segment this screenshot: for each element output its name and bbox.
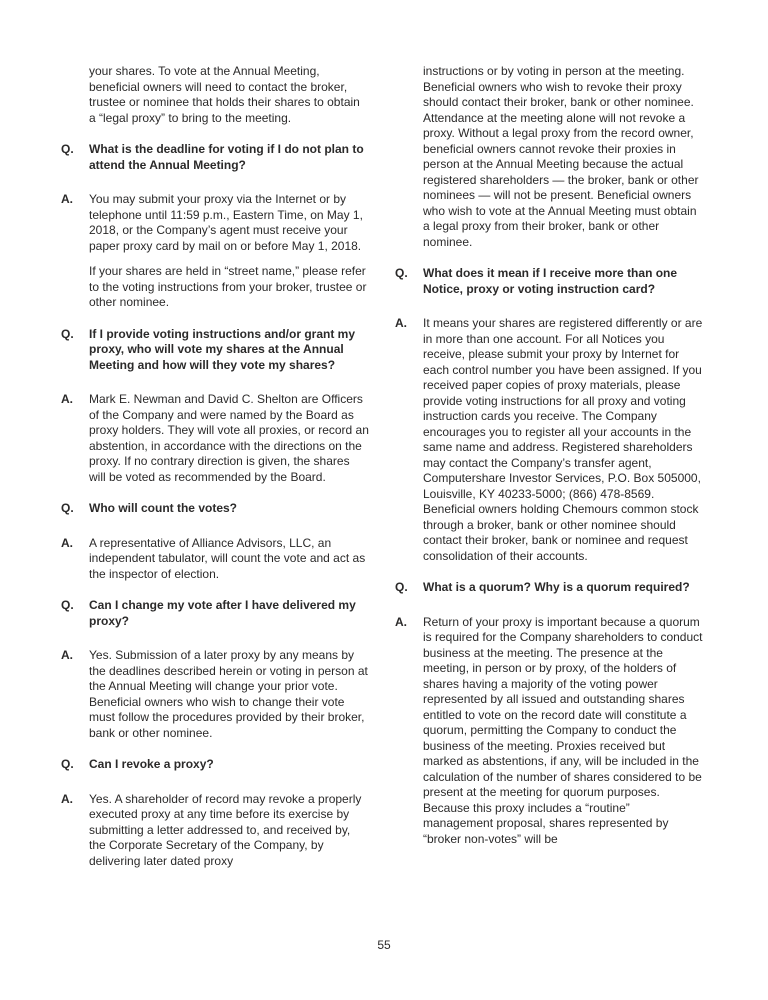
answer-block bbox=[395, 615, 703, 848]
qa-marker: A. bbox=[61, 791, 73, 806]
question-block bbox=[61, 598, 369, 629]
qa-marker: Q. bbox=[395, 266, 408, 280]
qa-marker: Q. bbox=[61, 501, 74, 515]
paragraph: You may submit your proxy via the Internet or by telephone until 11:59 p.m., Eastern Time, on May 1, 2018, or the Company’s agent must receive your paper proxy card by mail on or before May 1, 2018. bbox=[89, 192, 363, 253]
two-column-layout bbox=[61, 64, 715, 885]
qa-text bbox=[89, 501, 369, 517]
qa-marker bbox=[395, 64, 423, 250]
paragraph: instructions or by voting in person at the meeting. Beneficial owners who wish to revoke their proxy should contact their broker, bank or other nominee. Attendance at the meeting alone will not revoke a proxy. Without a legal proxy from the record owner, beneficial owners cannot revoke their proxies in person at the Annual Meeting because the actual registered shareholders — the broker, bank or other nominees — will not be present. Beneficial owners who wish to vote at the Annual Meeting must obtain a legal proxy from their broker, bank or other nominee. bbox=[423, 64, 699, 249]
question-block bbox=[395, 580, 703, 596]
qa-marker: Q. bbox=[61, 142, 74, 156]
paragraph: your shares. To vote at the Annual Meeting, beneficial owners will need to contact the broker, trustee or nominee that holds their shares to obtain a “legal proxy” to bring to the meeting. bbox=[89, 64, 360, 125]
paragraph: A representative of Alliance Advisors, LLC, an independent tabulator, will count the vote and act as the inspector of election. bbox=[89, 535, 366, 581]
qa-marker: A. bbox=[61, 392, 73, 406]
question-block bbox=[61, 757, 369, 773]
answer-block bbox=[61, 536, 369, 583]
question-block bbox=[61, 327, 369, 374]
qa-text bbox=[89, 648, 369, 741]
qa-text bbox=[423, 64, 703, 250]
qa-marker: A. bbox=[395, 316, 407, 330]
question-block bbox=[395, 266, 703, 297]
paragraph: What is the deadline for voting if I do not plan to attend the Annual Meeting? bbox=[89, 142, 364, 172]
qa-text bbox=[423, 266, 703, 297]
qa-text bbox=[423, 615, 703, 848]
page-number: 55 bbox=[377, 938, 391, 952]
qa-marker: Q. bbox=[395, 580, 408, 594]
paragraph: Mark E. Newman and David C. Shelton are Officers of the Company and were named by the Board as proxy holders. They will vote all proxies, or record an abstention, in accordance with the directions on the proxy. If no contrary direction is given, the shares will be voted as recommended by the Board. bbox=[89, 392, 369, 484]
answer-block bbox=[61, 392, 369, 485]
question-block bbox=[61, 501, 369, 517]
qa-text bbox=[89, 598, 369, 629]
qa-text bbox=[89, 64, 369, 126]
paragraph: Can I revoke a proxy? bbox=[89, 757, 214, 771]
qa-text bbox=[89, 392, 369, 485]
qa-marker: A. bbox=[395, 614, 407, 629]
qa-text bbox=[423, 580, 703, 596]
answer-block bbox=[61, 648, 369, 741]
answer-block bbox=[395, 316, 703, 564]
paragraph: What does it mean if I receive more than one Notice, proxy or voting instruction card? bbox=[423, 266, 678, 296]
qa-marker: Q. bbox=[61, 757, 74, 771]
answer-block bbox=[61, 192, 369, 311]
qa-text bbox=[423, 316, 703, 564]
left-column bbox=[61, 64, 369, 885]
document-page bbox=[61, 64, 715, 885]
qa-text bbox=[89, 757, 369, 773]
answer-block bbox=[61, 792, 369, 870]
qa-text bbox=[89, 792, 369, 870]
qa-marker: A. bbox=[61, 535, 73, 550]
qa-marker: A. bbox=[61, 648, 73, 662]
paragraph: What is a quorum? Why is a quorum required? bbox=[423, 580, 690, 594]
qa-marker: Q. bbox=[61, 326, 74, 341]
qa-text bbox=[89, 327, 369, 374]
paragraph: If I provide voting instructions and/or grant my proxy, who will vote my shares at the Annual Meeting and how will they vote my shares? bbox=[89, 326, 356, 372]
paragraph: If your shares are held in “street name,” please refer to the voting instructions from your broker, trustee or other nominee. bbox=[89, 264, 367, 309]
qa-text bbox=[89, 192, 369, 311]
paragraph: It means your shares are registered differently or are in more than one account. For all Notices you receive, please submit your proxy by Internet for each control number you have been assigned. If you received paper copies of proxy materials, please provide voting instructions for all proxy and voting instruction cards you receive. The Company encourages you to register all your accounts in the same name and address. Registered shareholders may contact the Company’s transfer agent, Computershare Investor Services, P.O. Box 505000, Louisville, KY 40233-5000; (866) 478-8569. Beneficial owners holding Chemours common stock through a broker, bank or other nominee should contact their broker, bank or nominee and request consolidation of their accounts. bbox=[423, 316, 703, 563]
qa-text bbox=[89, 536, 369, 583]
paragraph: Who will count the votes? bbox=[89, 501, 237, 515]
paragraph: Yes. A shareholder of record may revoke a properly executed proxy at any time before its exercise by submitting a letter addressed to, and received by, the Corporate Secretary of the Company, by delivering later dated proxy bbox=[89, 791, 362, 868]
question-block bbox=[61, 142, 369, 173]
qa-marker bbox=[61, 64, 89, 126]
paragraph: Yes. Submission of a later proxy by any means by the deadlines described herein or voting in person at the Annual Meeting will change your prior vote. Beneficial owners who wish to change their vote must follow the procedures provided by their broker, bank or other nominee. bbox=[89, 648, 368, 740]
qa-marker: Q. bbox=[61, 598, 74, 612]
continuation-block bbox=[61, 64, 369, 126]
paragraph: Can I change my vote after I have delivered my proxy? bbox=[89, 598, 356, 628]
qa-marker: A. bbox=[61, 192, 73, 206]
page-footer bbox=[0, 938, 768, 954]
paragraph: Return of your proxy is important because a quorum is required for the Company shareholders to conduct business at the meeting. The presence at the meeting, in person or by proxy, of the holders of shares having a majority of the voting power represented by all issued and outstanding shares entitled to vote on the record date will constitute a quorum, permitting the Company to conduct the business of the meeting. Proxies received but marked as abstentions, if any, will be included in the calculation of the number of shares considered to be present at the meeting for quorum purposes. Because this proxy includes a “routine” management proposal, shares represented by “broker non-votes” will be bbox=[423, 614, 703, 846]
qa-text bbox=[89, 142, 369, 173]
right-column bbox=[395, 64, 703, 885]
continuation-block bbox=[395, 64, 703, 250]
